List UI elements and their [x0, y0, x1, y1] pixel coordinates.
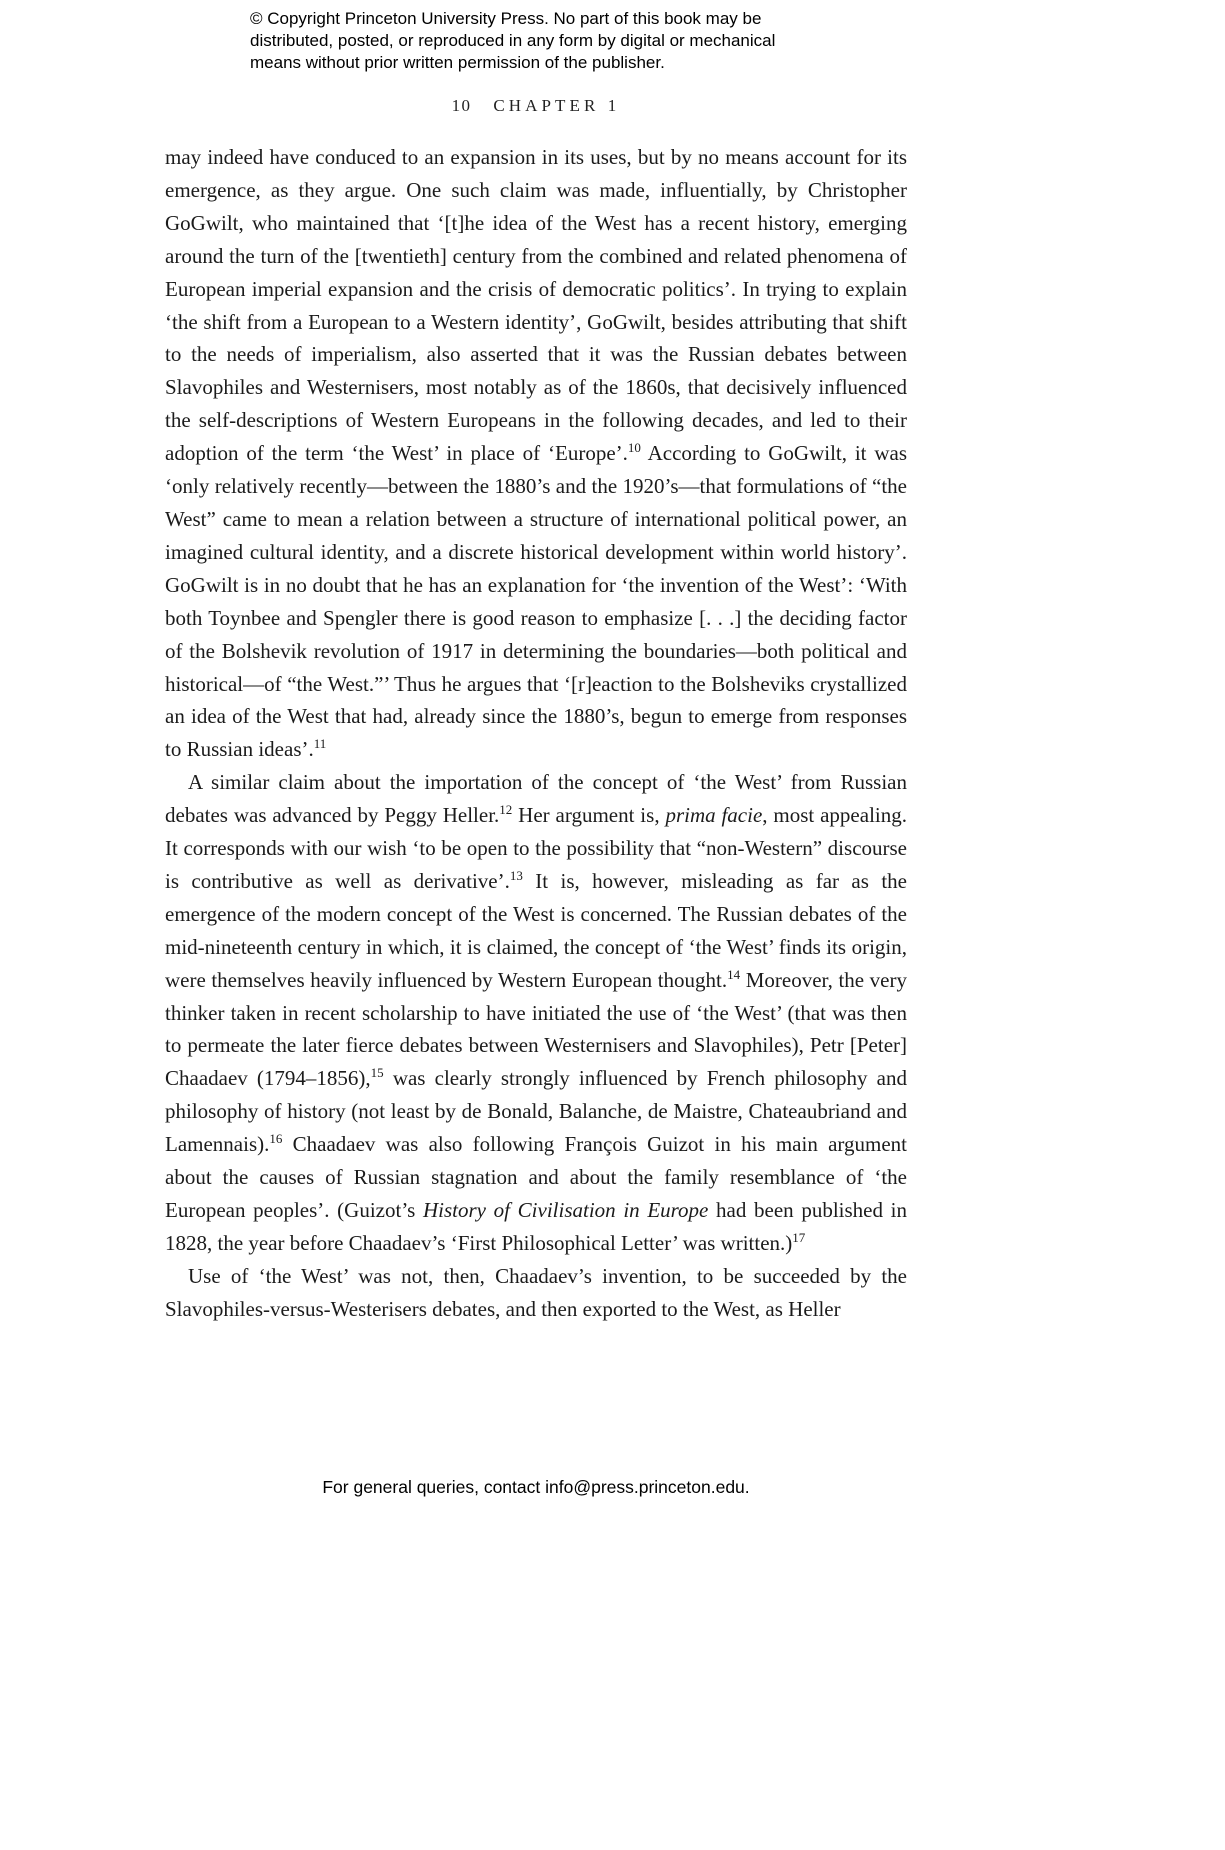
text-run: Moreover, the very thinker taken in recent scholarship to have initiated the use of ‘the West’ (that was then to permeate the later fierce debates between Westernisers and Slavophiles), Petr [Peter] Chaadaev (1794–1856), — [165, 967, 907, 1091]
text-run: may indeed have conduced to an expansion in its uses, but by no means account for its emergence, as they argue. One such claim was made, influentially, by Christopher GoGwilt, who maintained that ‘[t]he idea of the West has a recent history, emerging around the turn of the [twentieth] century from the combined and related phenomena of European imperial expansion and the crisis of democratic politics’. In trying to explain ‘the shift from a European to a Western identity’, GoGwilt, besides attributing that shift to the needs of imperialism, also asserted that it was the Russian debates between Slavophiles and Westernisers, most notably as of the 1860s, that decisively influenced the self-descriptions of Western Europeans in the following decades, and led to their adoption of the term ‘the West’ in place of ‘Europe’. — [165, 145, 907, 466]
footnote-reference: 17 — [792, 1229, 806, 1245]
footnote-reference: 10 — [627, 440, 641, 456]
text-run: A similar claim about the importation of the concept of ‘the West’ from Russian debates was advanced by Peggy Heller. — [165, 770, 907, 828]
text-run: It is, however, misleading as far as the emergence of the modern concept of the West is concerned. The Russian debates of the mid-nineteenth century in which, it is claimed, the concept of ‘the West’ finds its origin, were themselves heavily influenced by Western European thought. — [165, 868, 907, 992]
page-number: 10 — [451, 96, 472, 115]
paragraph — [165, 1260, 907, 1326]
footnote-reference: 16 — [269, 1131, 283, 1147]
text-run: had been published in 1828, the year before Chaadaev’s ‘First Philosophical Letter’ was written.) — [165, 1198, 907, 1255]
footnote-reference: 14 — [727, 966, 741, 982]
footer-query-note: For general queries, contact info@press.princeton.edu. — [322, 1477, 750, 1497]
footnote-reference: 13 — [509, 867, 523, 883]
text-run: Use of ‘the West’ was not, then, Chaadaev’s invention, to be succeeded by the Slavophiles-versus-Westerisers debates, and then exported to the West, as Heller — [165, 1263, 907, 1321]
running-head — [165, 96, 907, 116]
text-run: , most appealing. It corresponds with our wish ‘to be open to the possibility that “non-Western” discourse is contributive as well as derivative’. — [165, 803, 907, 893]
chapter-label: CHAPTER 1 — [493, 96, 621, 115]
footnote-reference: 12 — [499, 802, 513, 818]
footnote-reference: 15 — [370, 1065, 384, 1081]
text-run: was clearly strongly influenced by French philosophy and philosophy of history (not least by de Bonald, Balanche, de Maistre, Chateaubriand and Lamennais). — [165, 1066, 908, 1157]
text-run: History of Civilisation in Europe — [423, 1198, 709, 1222]
paragraph — [165, 766, 907, 1260]
text-run: Chaadaev was also following François Guizot in his main argument about the causes of Russian stagnation and about the family resemblance of ‘the European peoples’. (Guizot’s — [165, 1132, 907, 1222]
copyright-line: © Copyright Princeton University Press. No part of this book may be — [250, 9, 762, 28]
paragraph — [165, 141, 907, 766]
copyright-line: distributed, posted, or reproduced in any form by digital or mechanical — [250, 31, 776, 50]
footnote-reference: 11 — [313, 736, 327, 752]
copyright-notice — [250, 8, 775, 74]
body-text — [165, 141, 907, 1326]
text-run: According to GoGwilt, it was ‘only relatively recently—between the 1880’s and the 1920’s—that formulations of “the West” came to mean a relation between a structure of international political power, an imagined cultural identity, and a discrete historical development within world history’. GoGwilt is in no doubt that he has an explanation for ‘the invention of the West’: ‘With both Toynbee and Spengler there is good reason to emphasize [. . .] the deciding factor of the Bolshevik revolution of 1917 in determining the boundaries—both political and historical—of “the West.”’ Thus he argues that ‘[r]eaction to the Bolsheviks crystallized an idea of the West that had, already since the 1880’s, begun to emerge from responses to Russian ideas’. — [165, 441, 908, 762]
text-run: prima facie — [665, 803, 763, 828]
copyright-line: means without prior written permission of the publisher. — [250, 53, 665, 72]
text-run: Her argument is, — [512, 803, 666, 828]
